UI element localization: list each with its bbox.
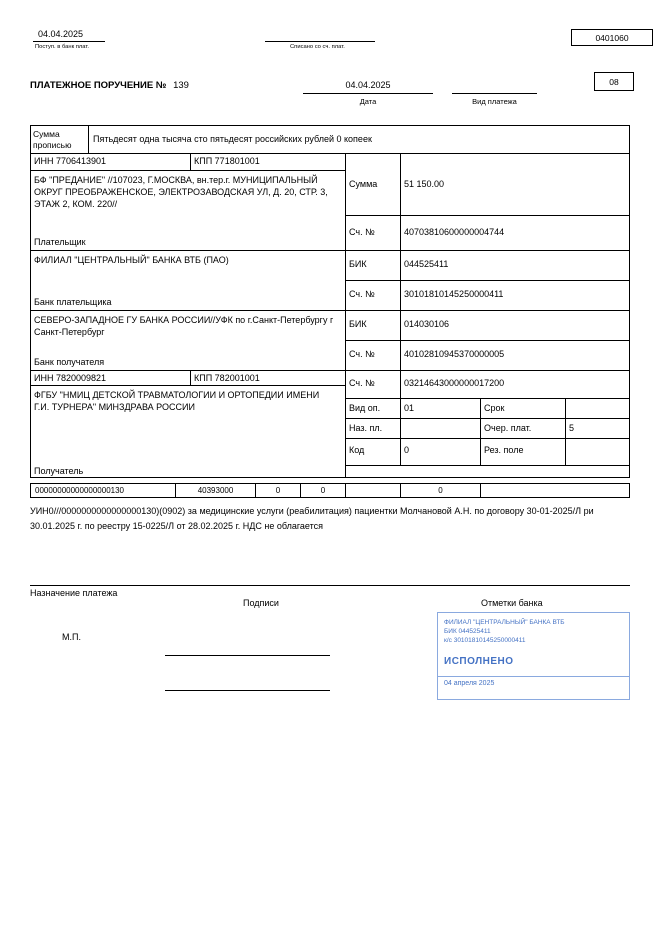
- recipient-name: ФГБУ "НМИЦ ДЕТСКОЙ ТРАВМАТОЛОГИИ И ОРТОПЕДИИ ИМЕНИ Г.И. ТУРНЕРА" МИНЗДРАВА РОССИИ: [34, 390, 320, 412]
- grid-line: [345, 398, 630, 399]
- kbk-cell: 00000000000000000130: [31, 484, 176, 497]
- form-code-box: 0401060: [571, 29, 653, 46]
- term-label: Срок: [484, 403, 505, 413]
- payer-bank-bik-label: БИК: [349, 259, 367, 269]
- grid-line: [345, 418, 630, 419]
- grid-line: [30, 170, 345, 171]
- signature-line-1: [165, 655, 330, 656]
- grid-line: [345, 438, 630, 439]
- tax-period-cell: 0: [301, 484, 346, 497]
- signatures-caption: Подписи: [243, 598, 279, 608]
- budget-codes-row: [30, 483, 630, 498]
- grid-line: [480, 398, 481, 465]
- received-date-caption: Поступ. в банк плат.: [35, 44, 89, 50]
- sum-label: Сумма: [349, 179, 378, 189]
- payer-kpp: КПП 771801001: [194, 156, 260, 166]
- grid-line: [30, 385, 345, 386]
- received-date-underline: [33, 41, 105, 42]
- stamp-status: ИСПОЛНЕНО: [444, 656, 514, 667]
- grid-line: [345, 340, 630, 341]
- document-date: 04.04.2025: [345, 80, 391, 90]
- payer-name: БФ "ПРЕДАНИЕ" //107023, Г.МОСКВА, вн.тер.г. МУНИЦИПАЛЬНЫЙ ОКРУГ ПРЕОБРАЖЕНСКОЕ, ЭЛЕКТРОЗАВОДСКАЯ УЛ, Д. 20, СТР. 3, ЭТАЖ 2, КОМ. 220//: [34, 175, 328, 209]
- grid-line: [400, 153, 401, 465]
- debit-date-underline: [265, 41, 375, 42]
- payment-type-caption: Вид платежа: [472, 97, 517, 106]
- recipient-inn: ИНН 7820009821: [34, 373, 107, 383]
- payment-purpose-text: УИН0///0000000000000000130)(0902) за медицинские услуги (реабилитация) пациентки Молчановой А.Н. по договору 30-01-2025/Л ри 30.01.2025 г. по реестру 15-0225/Л от 28.02.2025 г. НДС не облагается: [30, 506, 594, 531]
- payer-inn: ИНН 7706413901: [34, 156, 107, 166]
- recipient-account-value: 03214643000000017200: [404, 378, 505, 388]
- payer-caption: Плательщик: [34, 237, 86, 247]
- grid-line: [345, 465, 630, 466]
- basis-cell: 0: [256, 484, 301, 497]
- payment-order-table: [30, 125, 630, 478]
- stamp-place-label: М.П.: [62, 632, 81, 642]
- grid-line: [565, 398, 566, 465]
- doc-number-cell: [346, 484, 401, 497]
- priority-value: 5: [569, 423, 575, 433]
- stamp-date: 04 апреля 2025: [438, 676, 629, 687]
- recipient-caption: Получатель: [34, 466, 84, 476]
- payer-account-label: Сч. №: [349, 227, 375, 237]
- signature-line-2: [165, 690, 330, 691]
- grid-line: [88, 125, 89, 153]
- recipient-kpp: КПП 782001001: [194, 373, 260, 383]
- recipient-bank-account-label: Сч. №: [349, 349, 375, 359]
- stamp-bank-name: ФИЛИАЛ "ЦЕНТРАЛЬНЫЙ" БАНКА ВТБ: [444, 619, 565, 626]
- grid-line: [629, 125, 630, 478]
- payer-bank-name: ФИЛИАЛ "ЦЕНТРАЛЬНЫЙ" БАНКА ВТБ (ПАО): [34, 255, 229, 265]
- recipient-bank-name: СЕВЕРО-ЗАПАДНОЕ ГУ БАНКА РОССИИ//УФК по г.Санкт-Петербургу г Санкт-Петербург: [34, 315, 334, 337]
- sum-value: 51 150.00: [404, 179, 445, 189]
- grid-line: [345, 153, 346, 478]
- grid-line: [30, 310, 630, 311]
- op-type-value: 01: [404, 403, 415, 413]
- date-underline: [303, 93, 433, 94]
- code-value: 0: [404, 445, 410, 455]
- purpose-underline: [30, 585, 630, 586]
- doc-date-cell: 0: [401, 484, 481, 497]
- recipient-bank-caption: Банк получателя: [34, 357, 105, 367]
- grid-line: [190, 370, 191, 385]
- stamp-corr-account: к/с 30101810145250000411: [444, 637, 526, 644]
- recipient-bank-bik-value: 014030106: [404, 319, 450, 329]
- reserve-cell: [481, 484, 631, 497]
- bank-stamp: [437, 612, 630, 700]
- grid-line: [190, 153, 191, 170]
- document-title: [30, 80, 189, 91]
- bank-marks-caption: Отметки банка: [481, 598, 543, 608]
- recipient-account-label: Сч. №: [349, 378, 375, 388]
- grid-line: [30, 125, 31, 478]
- payer-bank-bik-value: 044525411: [404, 259, 449, 269]
- grid-line: [30, 153, 630, 154]
- grid-line: [30, 250, 630, 251]
- payment-purpose-caption: Назначение платежа: [30, 588, 118, 598]
- priority-label: Очер. плат.: [484, 423, 532, 433]
- payer-bank-account-value: 30101810145250000411: [404, 289, 504, 299]
- op-type-label: Вид оп.: [349, 403, 381, 413]
- document-number: 139: [173, 80, 189, 91]
- status-code-box: 08: [594, 72, 634, 91]
- payer-bank-caption: Банк плательщика: [34, 297, 112, 307]
- payer-account-value: 40703810600000004744: [404, 227, 505, 237]
- debit-date-caption: Списано со сч. плат.: [290, 44, 345, 50]
- code-label: Код: [349, 445, 365, 455]
- grid-line: [30, 125, 630, 126]
- grid-line: [345, 215, 630, 216]
- recipient-bank-bik-label: БИК: [349, 319, 367, 329]
- amount-words-label-2: прописью: [33, 140, 72, 150]
- purpose-code-label: Наз. пл.: [349, 423, 383, 433]
- payment-type-underline: [452, 93, 537, 94]
- amount-in-words: Пятьдесят одна тысяча сто пятьдесят российских рублей 0 копеек: [93, 134, 372, 144]
- recipient-bank-account-value: 40102810945370000005: [404, 349, 505, 359]
- received-date: 04.04.2025: [38, 29, 84, 39]
- date-caption: Дата: [359, 97, 377, 106]
- reserve-field-label: Рез. поле: [484, 445, 524, 455]
- payer-bank-account-label: Сч. №: [349, 289, 375, 299]
- amount-words-label-1: Сумма: [33, 129, 60, 139]
- oktmo-cell: 40393000: [176, 484, 256, 497]
- grid-line: [345, 280, 630, 281]
- document-title-text: ПЛАТЕЖНОЕ ПОРУЧЕНИЕ №: [30, 80, 167, 91]
- grid-line: [30, 370, 630, 371]
- stamp-bik: БИК 044525411: [444, 628, 491, 635]
- grid-line: [30, 477, 630, 478]
